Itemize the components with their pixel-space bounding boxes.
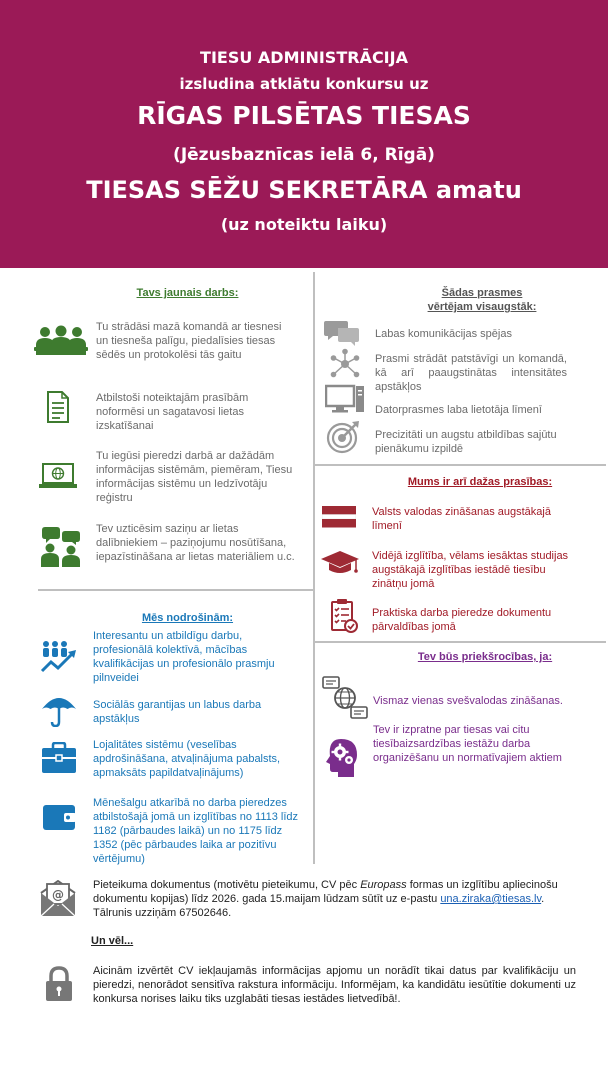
privacy-note: Aicinām izvērtēt CV iekļaujamās informācijas apjomu un norādīt tikai datus par kvalifikāciju un pieredzi, nenorādot sensitīva rakstura informāciju. Informējam, ka kandidātu iesūtītie dokumenti uz konkursa norises laiku tiks uzglabāti tiesas iestādes lietvedībā!. — [93, 965, 576, 1005]
requirements-title: Mums ir arī dažas prasības: — [407, 476, 553, 488]
left-section-divider — [38, 589, 313, 591]
language-globe-icon — [322, 675, 368, 721]
advantages-item-2: Tev ir izpratne par tiesas vai citu tiesībaizsardzības iestāžu darba organizēšanu un normatīvajiem aktiem — [373, 724, 562, 764]
network-icon — [330, 348, 360, 380]
header-position: TIESAS SĒŽU SEKRETĀRA amatu — [86, 176, 522, 204]
header-term: (uz noteiktu laiku) — [220, 215, 388, 234]
new-job-item-1: Tu strādāsi mazā komandā ar tiesnesi un tiesneša palīgu, piedalīsies tiesas sēdēs un protokolēsi tās gaitu — [96, 321, 282, 361]
skills-item-3: Datorprasmes laba lietotāja līmenī — [375, 404, 542, 416]
right-section-divider-1 — [315, 464, 606, 466]
computer-icon — [325, 384, 365, 414]
application-email-link[interactable]: una.ziraka@tiesas.lv — [440, 893, 542, 905]
target-icon — [326, 420, 360, 454]
new-job-item-4: Tev uzticēsim saziņu ar lietas dalībniekiem – paziņojumu nosūtīšana, iepazīstināšana ar lietas materiāliem u.c. — [96, 523, 295, 563]
requirements-item-2: Vidējā izglītība, vēlams iesāktas studijas augstākajā izglītības iestādē tiesību zinātņu jomā — [372, 550, 569, 590]
new-job-item-3: Tu iegūsi pieredzi darbā ar dažādām informācijas sistēmām, piemēram, Tiesu informācijas sistēmu un Iedzīvotāju reģistru — [96, 450, 293, 504]
header-court-name: RĪGAS PILSĒTAS TIESAS — [137, 101, 471, 130]
latvian-flag-icon — [322, 506, 356, 528]
checklist-icon — [330, 598, 358, 634]
requirements-item-3: Praktiska darba pieredze dokumentu pārvaldības jomā — [372, 607, 552, 633]
header-banner — [0, 0, 608, 268]
advantages-title: Tev būs priekšrocības, ja: — [417, 651, 553, 663]
we-provide-item-3: Lojalitātes sistēmu (veselības apdrošināšana, atvaļinājuma pabalsts, apmaksāts papildatvaļinājums) — [93, 739, 281, 779]
more-title: Un vēl... — [91, 935, 134, 947]
application-text-after: . — [541, 893, 545, 905]
skills-item-4: Precizitāti un augstu atbildības sajūtu pienākumu izpildē — [375, 429, 557, 455]
skills-title-line1: Šādas prasmes — [441, 287, 523, 299]
we-provide-item-4: Mēnešalgu atkarībā no darba pieredzes atbilstošajā jomā un izglītības no 1113 līdz 1182 (pārbaudes laikā) un no 1175 līdz 1352 (pēc pārbaudes laika ar pozitīvu vērtējumu) — [93, 797, 299, 865]
graduation-cap-icon — [320, 550, 360, 576]
padlock-icon — [45, 966, 73, 1002]
right-section-divider-2 — [315, 641, 606, 643]
we-provide-item-2: Sociālās garantijas un labus darba apstākļus — [93, 699, 262, 725]
head-gears-icon — [324, 738, 360, 778]
application-info — [93, 878, 563, 920]
umbrella-icon — [41, 693, 77, 727]
growth-team-icon — [40, 640, 78, 674]
application-phone: Tālrunis uzziņām 67502646. — [93, 907, 232, 919]
we-provide-title: Mēs nodrošinām: — [141, 612, 234, 624]
header-address: (Jēzusbaznīcas ielā 6, Rīgā) — [173, 145, 435, 165]
application-europass: Europass — [360, 879, 407, 891]
team-icon — [34, 325, 88, 357]
skills-item-1: Labas komunikācijas spējas — [375, 328, 512, 340]
skills-item-2: Prasmi strādāt patstāvīgi un komandā, kā arī paaugstinātas intensitātes apstākļos — [375, 353, 567, 393]
svg-text:@: @ — [52, 888, 64, 902]
application-text-mid: formas un izglītību apliecinošu dokumentu kopijas) līdz 2026. gada 15.maijam lūdzam sūtīt uz e-pastu — [93, 879, 558, 905]
new-job-title: Tavs jaunais darbs: — [136, 287, 239, 299]
laptop-globe-icon — [38, 462, 78, 490]
skills-title — [392, 286, 572, 314]
skills-title-line2: vērtējam visaugstāk: — [427, 301, 537, 313]
header-announcement: izsludina atklātu konkursu uz — [179, 75, 429, 93]
requirements-item-1: Valsts valodas zināšanas augstākajā līmenī — [372, 506, 551, 532]
wallet-icon — [42, 803, 76, 831]
advantages-item-1: Vismaz vienas svešvalodas zināšanas. — [373, 695, 563, 707]
new-job-item-2: Atbilstoši noteiktajām prasībām noformēsi un sagatavosi lietas izskatīšanai — [96, 392, 249, 432]
envelope-at-icon — [38, 880, 78, 918]
people-chat-icon — [39, 527, 83, 567]
application-text-before: Pieteikuma dokumentus (motivētu pieteikumu, CV pēc — [93, 879, 361, 891]
we-provide-item-1: Interesantu un atbildīgu darbu, profesionālā kolektīvā, mācības kvalifikācijas un profesionālo prasmju pilnveidei — [93, 630, 275, 684]
column-divider — [313, 272, 315, 864]
briefcase-icon — [41, 742, 77, 774]
header-organization: TIESU ADMINISTRĀCIJA — [200, 48, 408, 67]
speech-bubbles-icon — [324, 320, 360, 348]
document-icon — [46, 391, 70, 423]
